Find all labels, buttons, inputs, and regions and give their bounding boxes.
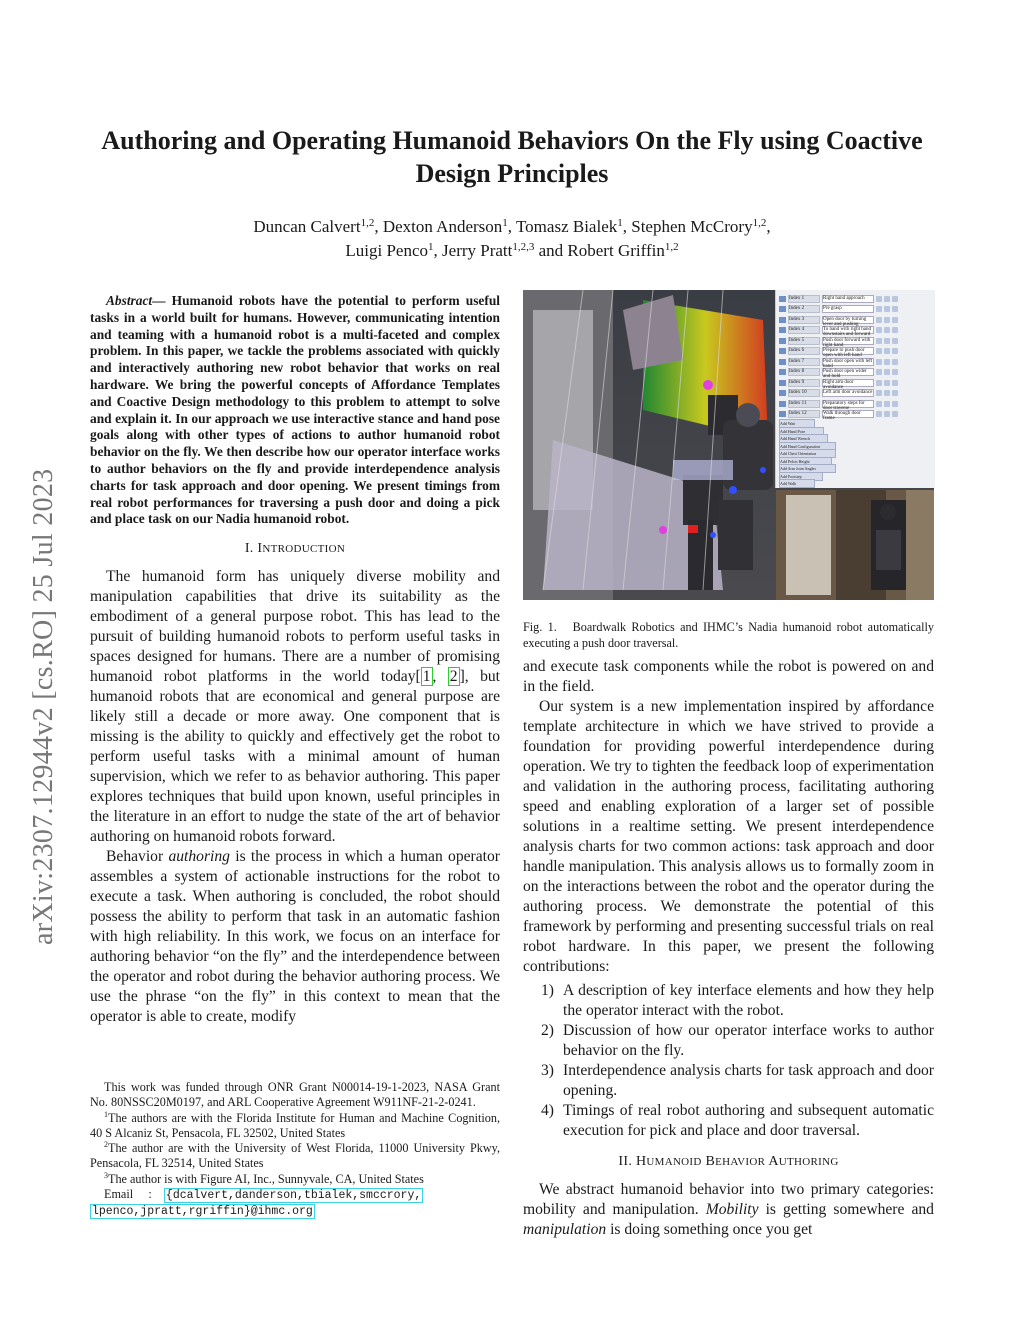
panel-row-checkbox[interactable]	[779, 296, 786, 302]
panel-row-control-button[interactable]	[884, 306, 890, 312]
intro-p2-text-a: Behavior	[106, 848, 169, 866]
panel-row-control-button[interactable]	[876, 348, 882, 354]
panel-row-index: Index 10	[788, 389, 820, 397]
section-title-rest: NTRODUCTION	[262, 543, 346, 556]
intro-p1-text-a: The humanoid form has uniquely diverse mobility and manipulation capabilities that drive its suitability as the embodiment of a general purpose robot. This has lead to the pursuit of building humanoid robots to perform useful tasks in spaces designed for humans. There are a number of promising humanoid robot platforms in the world today	[90, 568, 500, 686]
panel-add-action-button[interactable]: Add Arm Joint Angles	[779, 464, 836, 473]
contribution-text: Interdependence analysis charts for task approach and door opening.	[563, 1062, 934, 1099]
panel-row-description[interactable]: Prepare to push door open with left hand	[822, 347, 874, 355]
email-label: Email	[104, 1187, 134, 1202]
panel-row-control-button[interactable]	[884, 401, 890, 407]
panel-row-checkbox[interactable]	[779, 338, 786, 344]
panel-row-checkbox[interactable]	[779, 401, 786, 407]
panel-row-description[interactable]: Push door open with left hand	[823, 358, 873, 369]
panel-action-row[interactable]	[779, 389, 898, 398]
line1-sep-3: ,	[766, 217, 771, 236]
panel-row-description[interactable]: Open door by turning lever and pushing	[822, 316, 874, 324]
panel-row-control-button[interactable]	[892, 338, 898, 344]
panel-row-description[interactable]: To hand with right hand downstairs and forward	[822, 326, 874, 334]
panel-row-index: Index 11	[788, 400, 820, 408]
contribution-text: A description of key interface elements and how they help the operator interact with the robot.	[563, 982, 934, 1019]
panel-row-checkbox[interactable]	[779, 317, 786, 323]
author-line-1	[90, 215, 934, 239]
right-paragraph-0: and execute task components while the robot is powered on and in the field.	[523, 658, 934, 695]
footnote-1-text: The authors are with the Florida Institute for Human and Machine Cognition, 40 S Alcaniz St, Pensacola, FL 32502, United States	[90, 1110, 500, 1140]
section-2-text-b: is getting somewhere and	[758, 1201, 934, 1218]
panel-row-description[interactable]: Left arm door avoidance	[823, 390, 873, 395]
panel-row-index: Index 9	[788, 379, 820, 387]
panel-row-checkbox[interactable]	[779, 327, 786, 333]
panel-add-action-button[interactable]: Add Wait	[779, 419, 815, 428]
panel-add-action-button[interactable]: Add Walk	[779, 479, 815, 488]
contribution-item	[523, 1061, 934, 1101]
contribution-item	[523, 1021, 934, 1061]
panel-row-index: Index 1	[788, 295, 820, 303]
intro-paragraph-2	[90, 847, 500, 1027]
panel-row-control-button[interactable]	[876, 369, 882, 375]
panel-row-control-button[interactable]	[876, 359, 882, 365]
panel-row-control-button[interactable]	[884, 327, 890, 333]
panel-row-description[interactable]: Walk through door frame	[822, 410, 874, 418]
right-column	[523, 657, 934, 1240]
author-list	[90, 215, 934, 263]
line1-sep-0: ,	[374, 217, 383, 236]
contribution-number: 3)	[541, 1062, 554, 1079]
arxiv-identifier: arXiv:2307.12944v2 [cs.RO] 25 Jul 2023	[28, 468, 59, 945]
panel-row-control-button[interactable]	[892, 306, 898, 312]
citation-open: [	[415, 668, 421, 686]
citation-link-2[interactable]: 2	[449, 668, 458, 686]
panel-row-index: Index 2	[788, 305, 820, 313]
line2-affiliation-2: 1,2	[664, 241, 679, 253]
section-2-paragraph	[523, 1180, 934, 1240]
section-2-w1-rest: UMANOID	[646, 1156, 702, 1168]
panel-row-control-button[interactable]	[884, 338, 890, 344]
panel-row-control-button[interactable]	[884, 296, 890, 302]
panel-row-checkbox[interactable]	[779, 390, 786, 396]
panel-row-control-button[interactable]	[884, 390, 890, 396]
panel-action-row[interactable]	[779, 410, 898, 419]
footnote-2-mark: 2	[104, 1140, 108, 1150]
line1-affiliation-0: 1,2	[360, 217, 375, 229]
contribution-item	[523, 981, 934, 1021]
camera-inset-photo	[776, 490, 934, 600]
camera-inset-scene	[776, 490, 934, 600]
footnotes	[90, 1080, 500, 1220]
citation-close: ]	[459, 668, 465, 686]
panel-row-description[interactable]: Pre grasp	[822, 305, 874, 313]
panel-action-row[interactable]	[779, 368, 898, 377]
panel-row-checkbox[interactable]	[779, 348, 786, 354]
panel-add-action-button[interactable]: Add Chest Orientation	[779, 449, 836, 458]
panel-add-action-button[interactable]: Add Pelvis Height	[779, 457, 832, 466]
section-number: I.	[244, 541, 254, 557]
footnote-3-text: The author is with Figure AI, Inc., Sunnyvale, CA, United States	[108, 1171, 424, 1186]
contribution-number: 2)	[541, 1022, 554, 1039]
panel-row-index: Index 8	[788, 368, 820, 376]
panel-row-index: Index 3	[788, 316, 820, 324]
abstract-dash: —	[152, 293, 166, 308]
panel-row-index: Index 6	[788, 347, 820, 355]
contribution-number: 4)	[541, 1102, 554, 1119]
contribution-item	[523, 1101, 934, 1141]
line2-sep-0: ,	[433, 241, 443, 260]
panel-action-row[interactable]	[779, 326, 898, 335]
email-link-part-2[interactable]: lpenco,jpratt,rgriffin}@ihmc.org	[92, 1205, 313, 1219]
line1-sep-1: ,	[507, 217, 516, 236]
footnote-funding: This work was funded through ONR Grant N00014-19-1-2023, NASA Grant No. 80NSSC20M0197, and ARL Cooperative Agreement W911NF-21-2-0241.	[90, 1080, 500, 1110]
intro-p2-text-b: is the process in which a human operator assembles a system of actionable instructions for the robot to execute a task. When authoring is concluded, the robot should possess the ability to perform that task in an automatic fashion with high reliability. In this work, we focus on an interface for authoring behavior “on the fly” and the interdependence between the operator and robot during the behavior authoring process. We use the phrase “on the fly” in this context to mean that the operator is able to create, modify	[90, 848, 500, 1026]
section-heading-introduction	[90, 539, 500, 559]
line2-author-0: Luigi Penco	[345, 241, 429, 260]
panel-action-row[interactable]	[779, 294, 898, 303]
panel-row-control-button[interactable]	[884, 369, 890, 375]
panel-action-row[interactable]	[779, 336, 898, 348]
section-2-w1-initial: H	[635, 1154, 647, 1169]
panel-row-control-button[interactable]	[884, 317, 890, 323]
footnote-1-mark: 1	[104, 1109, 108, 1119]
figure-1-caption	[523, 620, 934, 651]
section-2-w3-initial: A	[768, 1154, 779, 1169]
panel-add-action-button[interactable]: Add Footstep	[779, 472, 823, 481]
section-2-emphasis-2: manipulation	[523, 1221, 607, 1238]
line2-affiliation-0: 1	[428, 241, 434, 253]
panel-row-control-button[interactable]	[876, 317, 882, 323]
line2-affiliation-1: 1,2,3	[512, 241, 535, 253]
contribution-text: Timings of real robot authoring and subsequent automatic execution for pick and place and door traversal.	[563, 1102, 934, 1139]
footnote-2-text: The author are with the University of West Florida, 11000 University Pkwy, Pensacola, FL 32514, United States	[90, 1141, 500, 1171]
panel-row-control-button[interactable]	[892, 390, 898, 396]
footnote-2	[90, 1141, 500, 1172]
panel-row-control-button[interactable]	[876, 338, 882, 344]
panel-row-control-button[interactable]	[876, 380, 882, 386]
panel-action-row[interactable]	[779, 305, 898, 314]
panel-action-row[interactable]	[779, 347, 898, 356]
behavior-editor-panel	[775, 290, 935, 488]
panel-row-description[interactable]: Push door forward with right hand	[822, 337, 874, 345]
panel-row-control-button[interactable]	[876, 306, 882, 312]
panel-row-index: Index 12	[788, 410, 820, 418]
panel-row-checkbox[interactable]	[779, 369, 786, 375]
contribution-number: 1)	[541, 982, 554, 999]
section-2-w3-rest: UTHORING	[778, 1156, 839, 1168]
panel-row-control-button[interactable]	[892, 327, 898, 333]
line1-author-0: Duncan Calvert	[253, 217, 361, 236]
paper-title: Authoring and Operating Humanoid Behaviors On the Fly using Coactive Design Principles	[101, 126, 923, 188]
panel-add-action-button[interactable]: Add Hand Configuration	[779, 442, 836, 451]
footnote-email	[90, 1187, 500, 1203]
contributions-list	[523, 981, 934, 1141]
panel-row-description[interactable]: Preparatory steps for door traverse	[822, 400, 874, 408]
line1-affiliation-2: 1	[617, 217, 623, 229]
panel-action-row[interactable]	[779, 399, 898, 411]
panel-row-index: Index 7	[788, 358, 820, 366]
email-link-part-1[interactable]: {dcalvert,danderson,tbialek,smccrory,	[165, 1189, 422, 1203]
panel-row-control-button[interactable]	[876, 411, 882, 417]
panel-row-description[interactable]: Right hand approach	[822, 295, 874, 303]
intro-p1-text-b: , but humanoid robots that are economical and general purpose are likely still a decade or more away. One component that is missing is the ability to quickly and effectively get the robot to perform useful tasks with a minimal amount of human supervision, which we refer to as behavior authoring. This paper explores techniques that build upon known, useful principles in the literature in an effort to nudge the state of the art of behavior authoring on humanoid robots forward.	[90, 668, 500, 846]
footnote-3-mark: 3	[104, 1170, 108, 1180]
panel-add-action-button[interactable]: Add Hand Pose	[779, 427, 824, 436]
line1-author-1: Dexton Anderson	[382, 217, 503, 236]
panel-row-control-button[interactable]	[892, 348, 898, 354]
section-2-w2-initial: B	[705, 1154, 716, 1169]
line2-sep-1: and	[534, 241, 568, 260]
section-2-text-c: is doing something once you get	[606, 1221, 813, 1238]
panel-add-action-button[interactable]: Add Hand Wrench	[779, 434, 828, 443]
footnote-email-cont	[90, 1203, 500, 1219]
citation-link-1[interactable]: 1	[422, 668, 431, 686]
section-2-text-a: We abstract humanoid behavior into two primary categories: mobility and manipulation.	[523, 1181, 934, 1218]
panel-row-control-button[interactable]	[876, 327, 882, 333]
line1-sep-2: ,	[622, 217, 632, 236]
figure-caption-label: Fig. 1.	[523, 620, 557, 634]
panel-row-control-button[interactable]	[884, 411, 890, 417]
panel-row-control-button[interactable]	[892, 401, 898, 407]
section-2-number: II.	[618, 1154, 633, 1169]
panel-row-checkbox[interactable]	[779, 306, 786, 312]
panel-action-row[interactable]	[779, 315, 898, 327]
abstract-label: Abstract	[106, 293, 153, 308]
section-title-initial: I	[257, 541, 263, 557]
panel-row-checkbox[interactable]	[779, 359, 786, 365]
right-paragraph-1: Our system is a new implementation inspired by affordance template architecture in which we have strived to provide a foundation for providing powerful interdependence during operation. We try to tighten the feedback loop of experimentation and validation in the authoring process, facilitating authoring speed and enabling exploration of a larger set of possible solutions in a realtime setting. We present interdependence analysis charts for two common actions: task approach and door handle manipulation. This analysis allows us to formally zoom in on the interactions between the robot and the operator during the authoring process. We demonstrate the potential of this framework by performing and presenting successful trials on real robot hardware. In this paper, we present the following contributions:	[523, 698, 934, 975]
citation-sep: ,	[432, 668, 448, 686]
panel-row-control-button[interactable]	[892, 359, 898, 365]
panel-row-control-button[interactable]	[876, 296, 882, 302]
line2-author-1: Jerry Pratt	[442, 241, 513, 260]
panel-action-row[interactable]	[779, 357, 898, 369]
line1-affiliation-3: 1,2	[752, 217, 767, 229]
panel-row-checkbox[interactable]	[779, 411, 786, 417]
left-column	[90, 293, 500, 1027]
footnote-3	[90, 1172, 500, 1187]
footnote-1	[90, 1111, 500, 1142]
figure-caption-text: Boardwalk Robotics and IHMC’s Nadia humanoid robot automatically executing a push door traversal.	[523, 620, 935, 650]
panel-row-description[interactable]: Push door open wider and hold	[822, 368, 874, 376]
panel-row-control-button[interactable]	[876, 401, 882, 407]
panel-row-description[interactable]: Right arm door avoidance	[822, 379, 874, 387]
abstract	[90, 293, 500, 528]
line2-author-2: Robert Griffin	[567, 241, 665, 260]
line1-author-3: Stephen McCrory	[631, 217, 753, 236]
section-2-w2-rest: EHAVIOR	[715, 1156, 766, 1168]
panel-row-control-button[interactable]	[884, 359, 890, 365]
panel-action-row[interactable]	[779, 378, 898, 390]
line1-author-2: Tomasz Bialek	[515, 217, 618, 236]
panel-row-control-button[interactable]	[892, 380, 898, 386]
panel-row-control-button[interactable]	[892, 411, 898, 417]
author-line-2	[90, 239, 934, 263]
email-colon: :	[148, 1187, 152, 1202]
line1-affiliation-1: 1	[502, 217, 508, 229]
panel-row-control-button[interactable]	[892, 296, 898, 302]
panel-row-index: Index 4	[788, 326, 820, 334]
contribution-text: Discussion of how our operator interface works to author behavior on the fly.	[563, 1022, 934, 1059]
section-2-emphasis-1: Mobility	[705, 1201, 759, 1218]
intro-p2-emphasis: authoring	[168, 848, 230, 866]
intro-paragraph-1	[90, 567, 500, 847]
panel-row-index: Index 5	[788, 337, 820, 345]
panel-row-control-button[interactable]	[884, 348, 890, 354]
panel-row-control-button[interactable]	[876, 390, 882, 396]
panel-row-checkbox[interactable]	[779, 380, 786, 386]
panel-row-control-button[interactable]	[892, 317, 898, 323]
panel-row-control-button[interactable]	[892, 369, 898, 375]
panel-row-control-button[interactable]	[884, 380, 890, 386]
abstract-text: Humanoid robots have the potential to perform useful tasks in a world built for humans. However, communicating intention and teaming with a humanoid robot is a multi-faceted and complex problem. In this paper, we tackle the problems associated with quickly and interactively authoring new robot behavior that works on real hardware. We bring the powerful concepts of Affordance Templates and Coactive Design methodology to this problem to attempt to solve and explain it. In our approach we use interactive stance and hand pose goals along with other types of actions to author humanoid robot behavior on the fly. We then describe how our operator interface works to author behaviors on the fly and provide interdependence analysis charts for task approach and door opening. We present timings from real robot performances for traversing a push door and doing a pick and place task on our Nadia humanoid robot.	[90, 293, 500, 527]
section-heading-authoring	[523, 1152, 934, 1172]
